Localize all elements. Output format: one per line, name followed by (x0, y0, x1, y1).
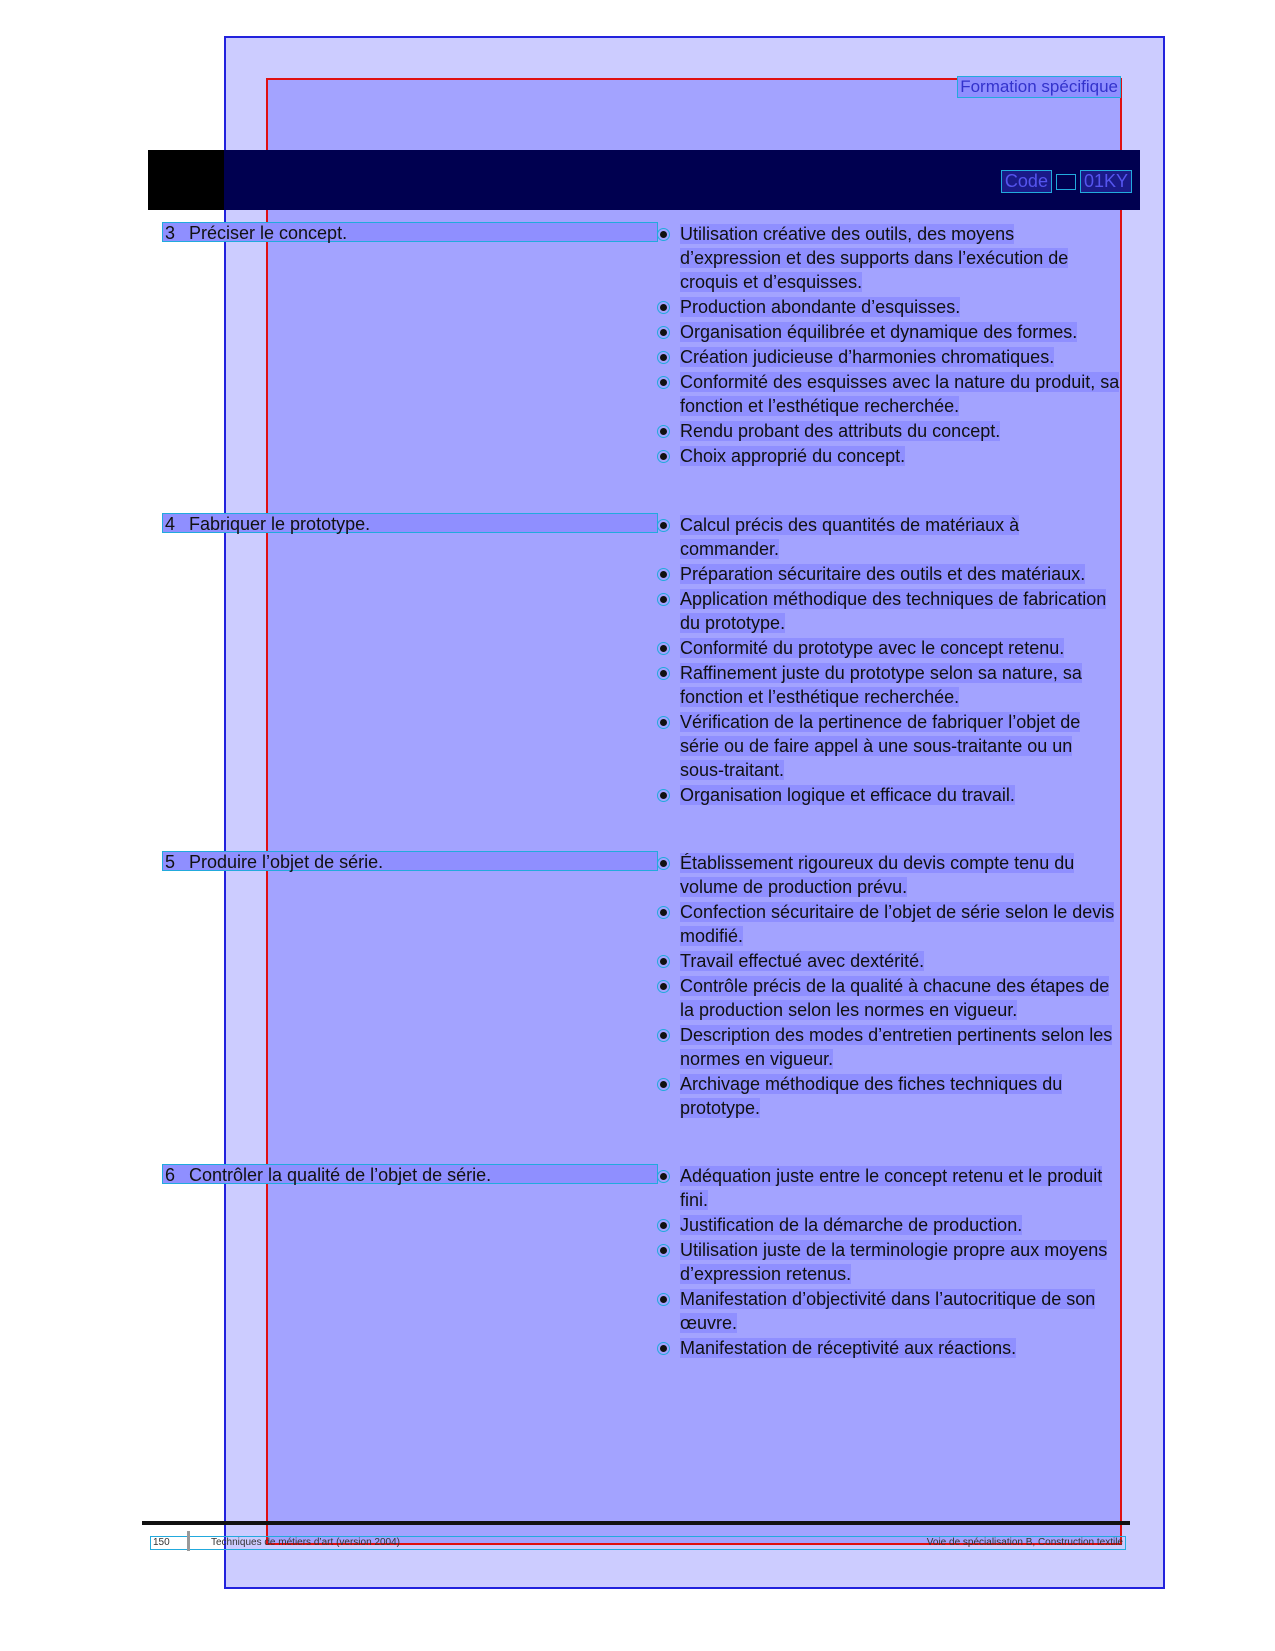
list-item: Utilisation créative des outils, des moyens d’expression et des supports dans l’exécution de croquis et d’esquisses. (658, 222, 1120, 294)
bullet-icon (660, 596, 667, 603)
criteria-list (658, 851, 1120, 1121)
bullet-icon (660, 1296, 667, 1303)
bullet-icon (660, 909, 667, 916)
code-label: Code (1001, 170, 1052, 193)
bullet-icon (660, 1247, 667, 1254)
bullet-icon (660, 1081, 667, 1088)
bullet-icon (660, 571, 667, 578)
list-item: Organisation équilibrée et dynamique des formes. (658, 320, 1120, 344)
bullet-icon (660, 983, 667, 990)
list-item: Description des modes d’entretien pertinents selon les normes en vigueur. (658, 1023, 1120, 1071)
bullet-icon (660, 1032, 667, 1039)
list-item: Choix approprié du concept. (658, 444, 1120, 468)
list-item: Établissement rigoureux du devis compte tenu du volume de production prévu. (658, 851, 1120, 899)
list-item: Utilisation juste de la terminologie propre aux moyens d’expression retenus. (658, 1238, 1120, 1286)
bullet-icon (660, 958, 667, 965)
list-item: Conformité du prototype avec le concept retenu. (658, 636, 1120, 660)
footer-divider (187, 1531, 190, 1551)
footer-rule (142, 1521, 1130, 1525)
code-separator (1056, 174, 1076, 190)
list-item: Raffinement juste du prototype selon sa nature, sa fonction et l’esthétique recherchée. (658, 661, 1120, 709)
list-item: Calcul précis des quantités de matériaux à commander. (658, 513, 1120, 561)
bullet-icon (660, 1345, 667, 1352)
list-item: Création judicieuse d’harmonies chromatiques. (658, 345, 1120, 369)
bullet-icon (660, 860, 667, 867)
program-title: Techniques de métiers d’art (version 2004) (211, 1537, 400, 1548)
bullet-icon (660, 645, 667, 652)
list-item: Vérification de la pertinence de fabriquer l’objet de série ou de faire appel à une sous-traitante ou un sous-traitant. (658, 710, 1120, 782)
list-item: Archivage méthodique des fiches techniques du prototype. (658, 1072, 1120, 1120)
code-band (148, 150, 1140, 210)
bullet-icon (660, 379, 667, 386)
bullet-icon (660, 522, 667, 529)
list-item: Justification de la démarche de production. (658, 1213, 1120, 1237)
list-item: Adéquation juste entre le concept retenu et le produit fini. (658, 1164, 1120, 1212)
route-title: Voie de spécialisation B, Construction textile (926, 1537, 1123, 1548)
bullet-icon (660, 329, 667, 336)
bullet-icon (660, 453, 667, 460)
page-footer (150, 1536, 1126, 1550)
step-title: 5 Produire l’objet de série. (162, 851, 658, 871)
criteria-list (658, 513, 1120, 808)
list-item: Production abondante d’esquisses. (658, 295, 1120, 319)
bullet-icon (660, 428, 667, 435)
bullet-icon (660, 792, 667, 799)
bullet-icon (660, 354, 667, 361)
list-item: Rendu probant des attributs du concept. (658, 419, 1120, 443)
step-title: 4 Fabriquer le prototype. (162, 513, 658, 533)
list-item: Organisation logique et efficace du travail. (658, 783, 1120, 807)
list-item: Conformité des esquisses avec la nature du produit, sa fonction et l’esthétique recherchée. (658, 370, 1120, 418)
page-number: 150 (153, 1537, 170, 1548)
bullet-icon (660, 670, 667, 677)
bullet-icon (660, 231, 667, 238)
list-item: Contrôle précis de la qualité à chacune des étapes de la production selon les normes en vigueur. (658, 974, 1120, 1022)
criteria-list (658, 1164, 1120, 1361)
list-item: Manifestation de réceptivité aux réactions. (658, 1336, 1120, 1360)
band-block (148, 150, 224, 210)
step-title: 3 Préciser le concept. (162, 222, 658, 242)
list-item: Manifestation d’objectivité dans l’autocritique de son œuvre. (658, 1287, 1120, 1335)
bullet-icon (660, 304, 667, 311)
criteria-list (658, 222, 1120, 469)
list-item: Confection sécuritaire de l’objet de série selon le devis modifié. (658, 900, 1120, 948)
list-item: Application méthodique des techniques de fabrication du prototype. (658, 587, 1120, 635)
bullet-icon (660, 719, 667, 726)
step-title: 6 Contrôler la qualité de l’objet de série. (162, 1164, 658, 1184)
section-heading: Formation spécifique (957, 76, 1121, 98)
list-item: Préparation sécuritaire des outils et des matériaux. (658, 562, 1120, 586)
course-code (1001, 170, 1132, 193)
code-value: 01KY (1080, 170, 1132, 193)
bullet-icon (660, 1173, 667, 1180)
list-item: Travail effectué avec dextérité. (658, 949, 1120, 973)
bullet-icon (660, 1222, 667, 1229)
